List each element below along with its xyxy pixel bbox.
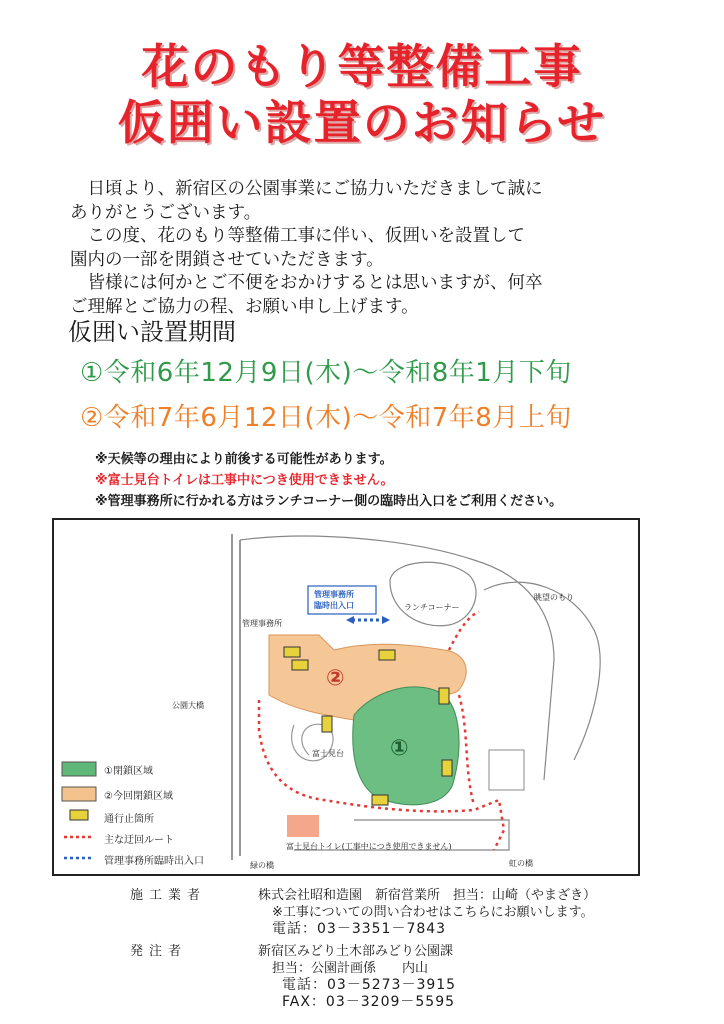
intro-line: 日頃より、新宿区の公園事業にご協力いただきまして誠に (70, 179, 543, 199)
note-office: ※管理事務所に行かれる方はランチコーナー側の臨時出入口をご利用ください。 (95, 494, 563, 509)
closure-marker (442, 760, 452, 776)
client-fax: FAX：03－3209－5595 (282, 994, 456, 1010)
map-label-office: 管理事務所 (242, 619, 282, 628)
intro-line: 園内の一部を閉鎖させていただきます。 (70, 249, 384, 270)
intro-line: 皆様には何かとご不便をおかけするとは思いますが、何卒 (70, 273, 543, 293)
legend-swatch-area2 (62, 787, 96, 801)
title-line-2: 仮囲い設置のお知らせ (117, 96, 607, 151)
park-map (52, 518, 640, 876)
intro-line: ご理解とご協力の程、お願い申し上げます。 (70, 296, 419, 317)
closure-marker (439, 688, 449, 704)
closure-marker (322, 716, 332, 732)
area-1-mark: ① (390, 736, 409, 761)
blue-arrow-right (382, 616, 390, 624)
blue-arrow-left (346, 616, 354, 624)
client-person: 担当：公園計画係 内山 (272, 961, 429, 976)
contractor-note: ※工事についての問い合わせはこちらにお願いします。 (272, 905, 594, 920)
contractor-name: 株式会社昭和造園 新宿営業所 担当：山崎（やまざき） (258, 888, 597, 903)
title-line-1: 花のもり等整備工事 (141, 40, 583, 95)
legend-entrance: 管理事務所臨時出入口 (104, 856, 204, 867)
client-tel: 電話：03－5273－3915 (282, 977, 457, 993)
intro-line: ありがとうございます。 (70, 202, 262, 223)
map-lunch-outline (390, 562, 476, 625)
toilet-block (287, 815, 319, 837)
period-heading: 仮囲い設置期間 (68, 318, 236, 346)
contractor-label: 施工業者 (130, 888, 207, 903)
map-label-fujimidai: 富士見台 (312, 749, 344, 758)
intro-text (70, 178, 670, 319)
closure-marker (372, 795, 388, 805)
legend-area2: ②今回閉鎖区域 (104, 791, 173, 802)
intro-line: この度、花のもり等整備工事に伴い、仮囲いを設置して (70, 226, 525, 246)
legend-detour: 主な迂回ルート (104, 835, 174, 846)
map-label-toilet: 富士見台トイレ(工事中につき使用できません) (286, 842, 452, 851)
map-label-niji-bridge: 虹の橋 (509, 859, 533, 868)
closure-marker (284, 647, 300, 657)
client-label: 発注者 (130, 944, 188, 959)
legend-swatch-area1 (62, 762, 96, 776)
legend-swatch-closure (70, 810, 88, 820)
legend-closure: 通行止箇所 (104, 814, 154, 825)
closure-marker (292, 660, 308, 670)
map-label-office-entrance-2: 臨時出入口 (314, 601, 354, 610)
map-path-west (232, 534, 240, 860)
area-2-mark: ② (326, 666, 345, 691)
note-toilet: ※富士見台トイレは工事中につき使用できません。 (95, 473, 394, 488)
map-label-observation: 眺望のもり (534, 593, 574, 602)
legend-area1: ①閉鎖区域 (104, 766, 153, 777)
map-label-office-entrance-1: 管理事務所 (314, 590, 354, 599)
contractor-tel: 電話：03－3351－7843 (272, 921, 447, 937)
map-path-east (484, 582, 600, 760)
client-name: 新宿区みどり土木部みどり公園課 (258, 944, 454, 959)
period-2: ②令和7年6月12日(木)～令和7年8月上旬 (80, 403, 572, 433)
map-label-midori-bridge: 緑の橋 (250, 861, 274, 870)
note-weather: ※天候等の理由により前後する可能性があります。 (95, 452, 393, 467)
period-1: ①令和6年12月9日(木)～令和8年1月下旬 (80, 358, 572, 388)
map-label-park-bridge: 公園大橋 (172, 701, 204, 710)
map-stairs (489, 750, 524, 790)
map-label-lunch-corner: ランチコーナー (404, 603, 460, 612)
closure-marker (379, 650, 395, 660)
